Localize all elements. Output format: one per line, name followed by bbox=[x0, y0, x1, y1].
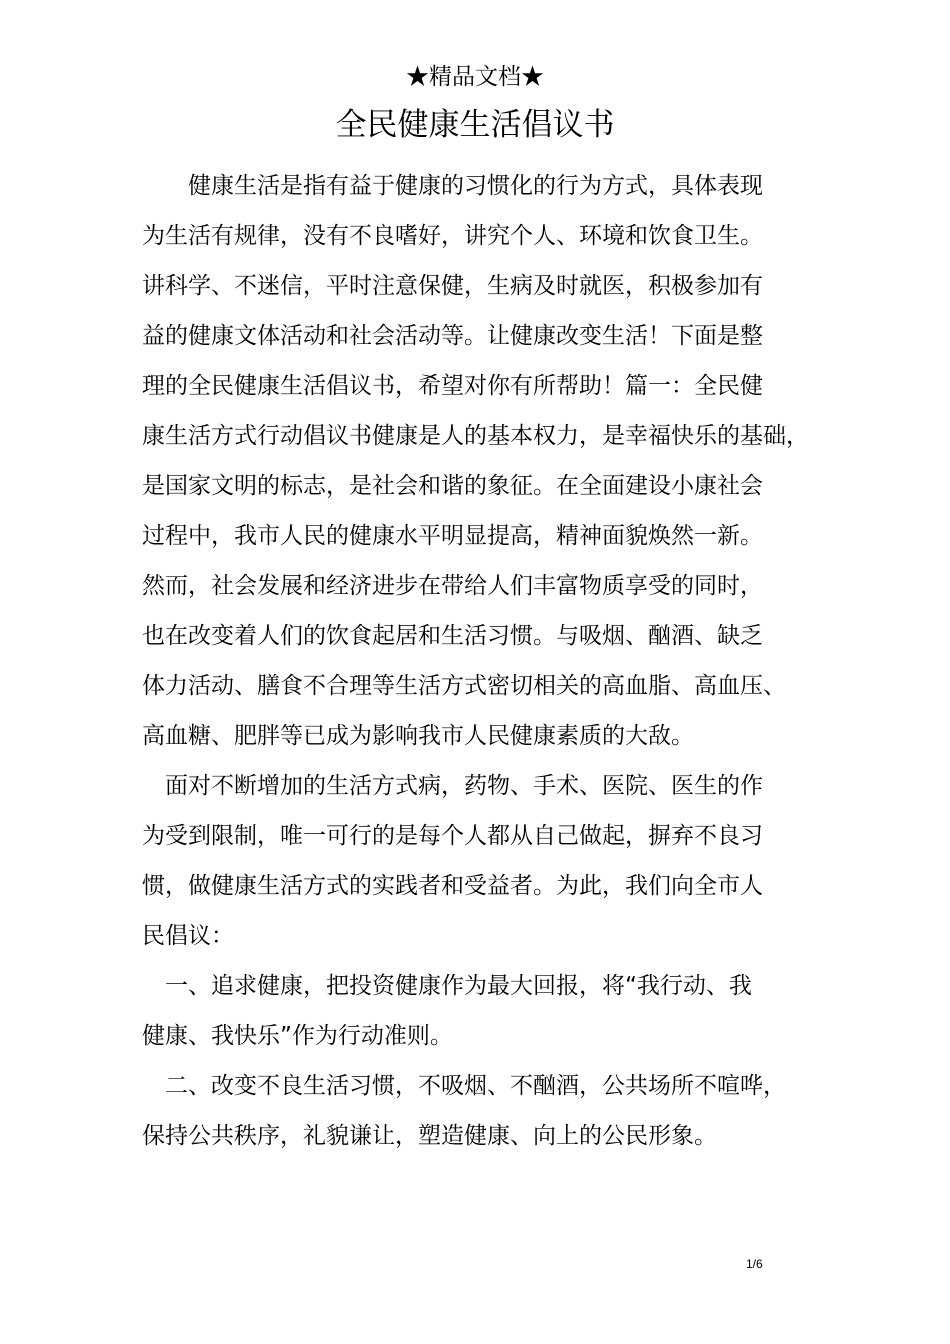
body-line: 是国家文明的标志，是社会和谐的象征。在全面建设小康社会 bbox=[142, 473, 763, 499]
body-line: 健康、我快乐”作为行动准则。 bbox=[142, 1023, 453, 1049]
body-line: 为生活有规律，没有不良嗜好，讲究个人、环境和饮食卫生。 bbox=[142, 223, 763, 249]
body-line: 讲科学、不迷信，平时注意保健，生病及时就医，积极参加有 bbox=[142, 273, 763, 299]
body-line: 惯，做健康生活方式的实践者和受益者。为此，我们向全市人 bbox=[142, 873, 763, 899]
body-line: 一、追求健康，把投资健康作为最大回报，将“我行动、我 bbox=[142, 973, 752, 999]
body-line: 然而，社会发展和经济进步在带给人们丰富物质享受的同时， bbox=[142, 573, 763, 599]
body-line: 健康生活是指有益于健康的习惯化的行为方式，具体表现 bbox=[142, 173, 763, 199]
body-line: 为受到限制，唯一可行的是每个人都从自己做起，摒弃不良习 bbox=[142, 823, 763, 849]
body-line: 保持公共秩序，礼貌谦让，塑造健康、向上的公民形象。 bbox=[142, 1123, 717, 1149]
body-line: 体力活动、膳食不合理等生活方式密切相关的高血脂、高血压、 bbox=[142, 673, 786, 699]
body-line: 过程中，我市人民的健康水平明显提高，精神面貌焕然一新。 bbox=[142, 523, 763, 549]
body-line: 理的全民健康生活倡议书，希望对你有所帮助！篇一：全民健 bbox=[142, 373, 763, 399]
body-line: 益的健康文体活动和社会活动等。让健康改变生活！下面是整 bbox=[142, 323, 763, 349]
body-line: 面对不断增加的生活方式病，药物、手术、医院、医生的作 bbox=[142, 773, 763, 799]
body-line: 二、改变不良生活习惯，不吸烟、不酗酒，公共场所不喧哗， bbox=[142, 1073, 786, 1099]
body-line: 高血糖、肥胖等已成为影响我市人民健康素质的大敌。 bbox=[142, 723, 694, 749]
page-number: 1/6 bbox=[746, 1257, 763, 1271]
document-title: 全民健康生活倡议书 bbox=[335, 107, 615, 143]
body-line: 康生活方式行动倡议书健康是人的基本权力，是幸福快乐的基础， bbox=[142, 423, 809, 449]
header-mark: ★精品文档★ bbox=[406, 64, 544, 90]
body-line: 也在改变着人们的饮食起居和生活习惯。与吸烟、酗酒、缺乏 bbox=[142, 623, 763, 649]
document-body bbox=[142, 161, 842, 1161]
body-line: 民倡议： bbox=[142, 923, 234, 949]
